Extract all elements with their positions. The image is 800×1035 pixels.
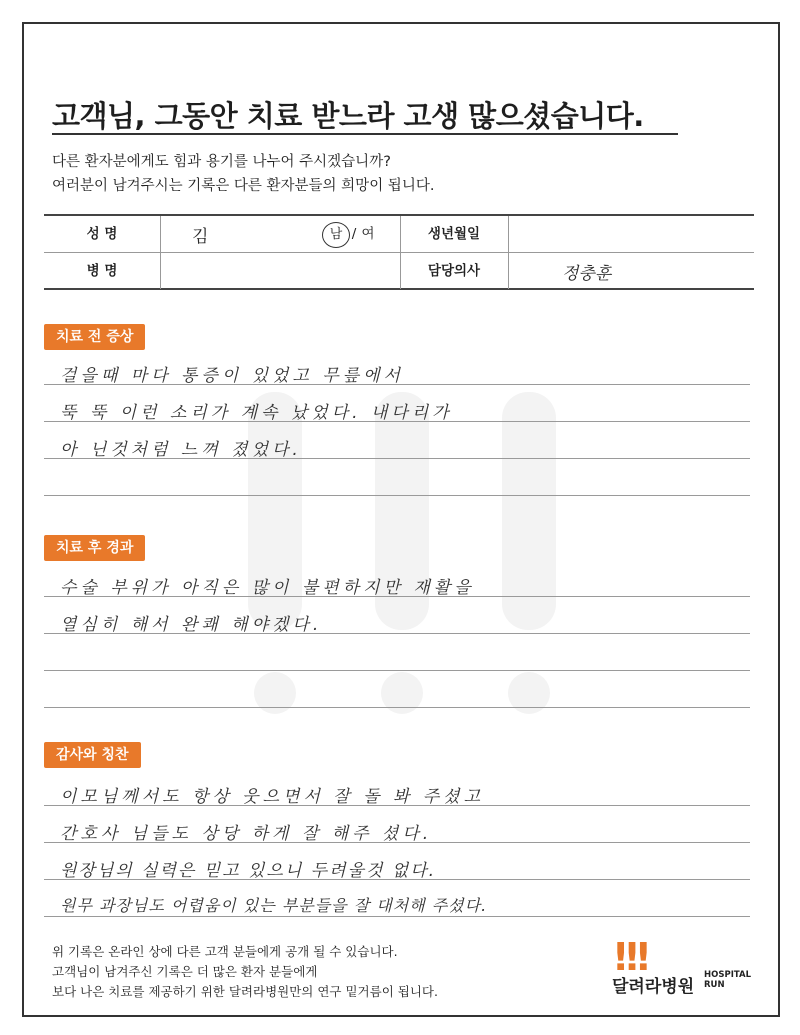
logo-en-line2: RUN: [704, 980, 725, 990]
hospital-logo: [612, 935, 762, 998]
handwriting-line[interactable]: 아 닌것처럼 느껴 졌었다.: [60, 440, 302, 460]
section-label-before: 치료 전 증상: [44, 324, 145, 350]
watermark-bang-3: [502, 392, 556, 630]
intro-line-2: 여러분이 남겨주시는 기록은 다른 환자분들의 희망이 됩니다.: [52, 178, 435, 194]
section-label-thanks: 감사와 칭찬: [44, 742, 141, 768]
gender-male-circled[interactable]: [322, 222, 350, 248]
handwriting-line[interactable]: 원장님의 실력은 믿고 있으니 두려울것 없다.: [60, 861, 437, 881]
ruled-line: [44, 670, 750, 671]
patient-info-table: [44, 214, 754, 290]
info-row-1: [44, 216, 754, 253]
footer-line-2: 고객님이 남겨주신 기록은 더 많은 환자 분들에게: [52, 964, 318, 979]
doctor-value[interactable]: 정충훈: [562, 264, 612, 284]
handwriting-line[interactable]: 이모님께서도 항상 웃으면서 잘 돌 봐 주셨고: [60, 787, 485, 807]
handwriting-line[interactable]: 간호사 님들도 상당 하게 잘 해주 셨다.: [60, 824, 433, 844]
handwriting-line[interactable]: 걸을때 마다 통증이 있었고 무릎에서: [60, 366, 404, 386]
handwriting-line[interactable]: 원무 과장님도 어렵움이 있는 부분들을 잘 대처해 주셨다.: [60, 896, 488, 915]
footer-line-3: 보다 나은 치료를 제공하기 위한 달려라병원만의 연구 밑거름이 됩니다.: [52, 984, 438, 999]
handwriting-line[interactable]: 뚝 뚝 이런 소리가 계속 났었다. 내다리가: [60, 403, 453, 423]
ruled-line: [44, 495, 750, 496]
logo-en-line1: HOSPITAL: [704, 970, 751, 980]
title-underline: [52, 133, 678, 135]
divider: [160, 253, 161, 289]
section-label-after: 치료 후 경과: [44, 535, 145, 561]
gender-male-label: 남: [329, 227, 343, 242]
gender-separator: /: [351, 226, 357, 242]
logo-name: 달려라병원: [612, 977, 695, 997]
info-row-2: [44, 253, 754, 289]
ruled-line: [44, 916, 750, 917]
birth-label: 생년월일: [427, 226, 481, 242]
logo-english: [704, 970, 751, 990]
doctor-label: 담당의사: [427, 263, 481, 279]
divider: [508, 216, 509, 252]
disease-label: 병 명: [86, 263, 118, 279]
name-label: 성 명: [86, 226, 118, 242]
handwriting-line[interactable]: 수술 부위가 아직은 많이 불편하지만 재활을: [60, 578, 475, 598]
footer-line-1: 위 기록은 온라인 상에 다른 고객 분들에게 공개 될 수 있습니다.: [52, 944, 398, 959]
ruled-line: [44, 707, 750, 708]
divider: [508, 253, 509, 289]
divider: [160, 216, 161, 252]
handwriting-line[interactable]: 열심히 해서 완쾌 해야겠다.: [60, 615, 323, 635]
intro-line-1: 다른 환자분에게도 힘과 용기를 나누어 주시겠습니까?: [52, 154, 391, 170]
logo-bangs-icon: !!!: [612, 935, 646, 979]
name-value[interactable]: 김: [192, 227, 209, 247]
page-title: 고객님, 그동안 치료 받느라 고생 많으셨습니다.: [52, 99, 644, 133]
gender-female-label[interactable]: 여: [361, 226, 375, 242]
